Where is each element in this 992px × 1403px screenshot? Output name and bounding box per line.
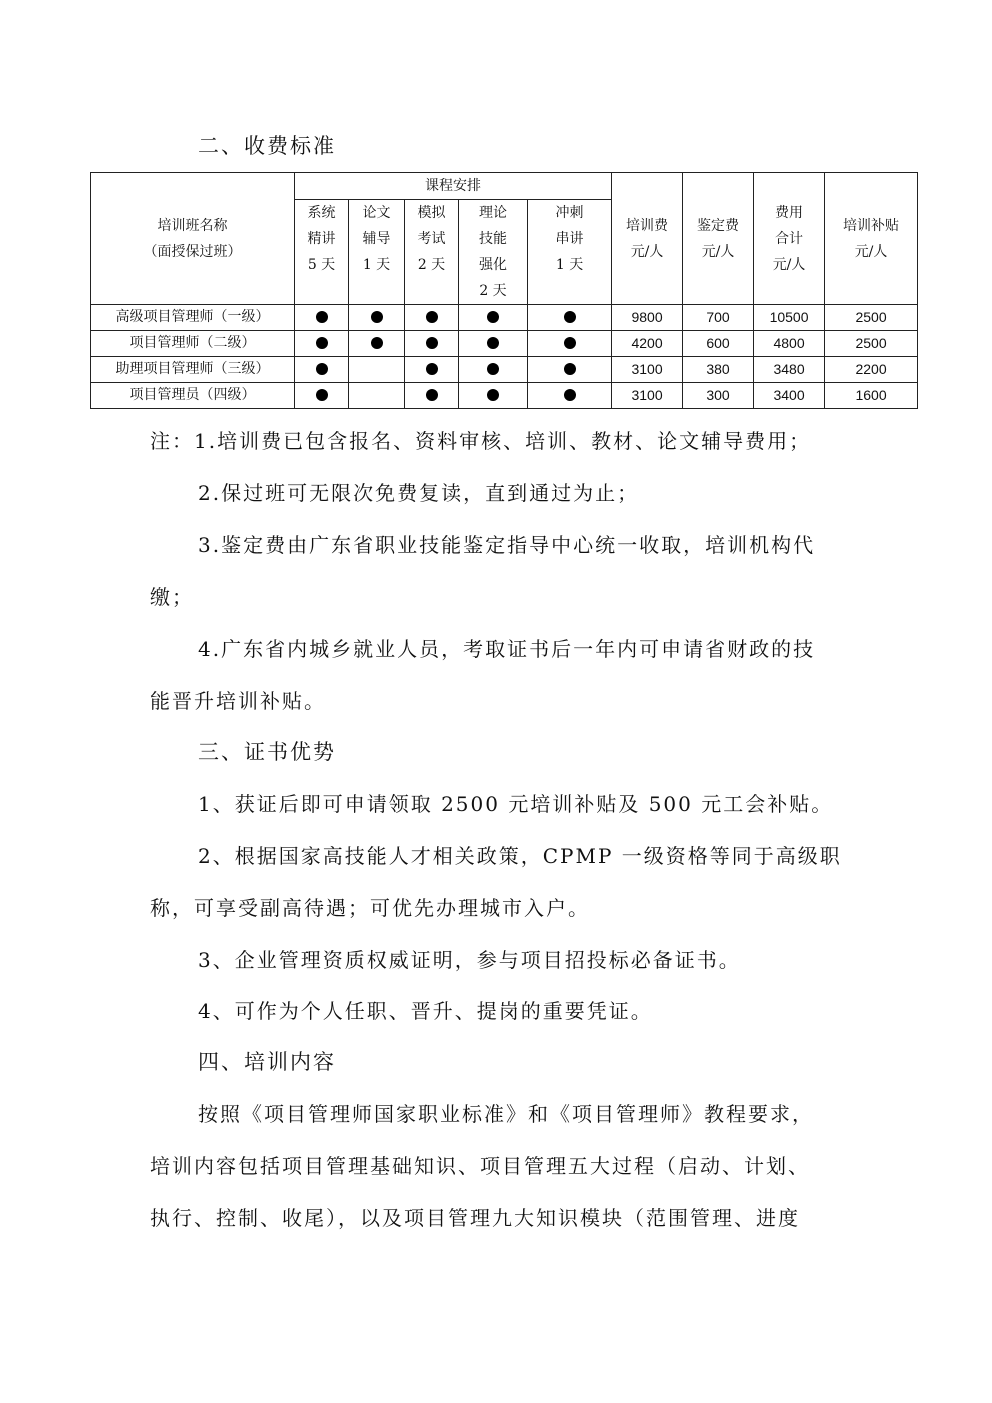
course-cell [528, 305, 612, 331]
section-heading-advantages: 三、证书优势 [198, 740, 336, 764]
subsidy-cell: 2500 [825, 331, 918, 357]
advantage-2-cont: 称，可享受副高待遇；可优先办理城市入户。 [150, 896, 590, 920]
course-cell [528, 331, 612, 357]
header-total-fee: 费用 合计 元/人 [754, 173, 825, 305]
included-dot-icon [371, 337, 383, 349]
header-course-thesis: 论文 辅导 1 天 [349, 200, 405, 305]
header-appraisal-fee: 鉴定费 元/人 [683, 173, 754, 305]
note-3: 3.鉴定费由广东省职业技能鉴定指导中心统一收取，培训机构代 [198, 533, 816, 557]
table-row [91, 357, 918, 383]
fee-table [90, 172, 918, 409]
included-dot-icon [371, 311, 383, 323]
content-line-3: 执行、控制、收尾），以及项目管理九大知识模块（范围管理、进度 [150, 1206, 800, 1230]
advantage-1: 1、获证后即可申请领取 2500 元培训补贴及 500 元工会补贴。 [198, 792, 834, 816]
course-cell [295, 331, 349, 357]
included-dot-icon [316, 389, 328, 401]
course-cell [349, 305, 405, 331]
course-cell [295, 357, 349, 383]
course-cell [405, 331, 459, 357]
header-class-name: 培训班名称 （面授保过班） [91, 173, 295, 305]
course-cell [295, 383, 349, 409]
appraisal-fee-cell: 700 [683, 305, 754, 331]
appraisal-fee-cell: 600 [683, 331, 754, 357]
total-fee-cell: 4800 [754, 331, 825, 357]
course-cell [295, 305, 349, 331]
header-course-systematic: 系统 精讲 5 天 [295, 200, 349, 305]
note-4-cont: 能晋升培训补贴。 [150, 689, 326, 713]
advantage-3: 3、企业管理资质权威证明，参与项目招投标必备证书。 [198, 948, 741, 972]
included-dot-icon [426, 311, 438, 323]
header-training-fee: 培训费 元/人 [612, 173, 683, 305]
note-1: 注：1.培训费已包含报名、资料审核、培训、教材、论文辅导费用； [150, 429, 812, 453]
training-fee-cell: 3100 [612, 383, 683, 409]
included-dot-icon [564, 311, 576, 323]
course-cell [405, 383, 459, 409]
total-fee-cell: 10500 [754, 305, 825, 331]
included-dot-icon [487, 363, 499, 375]
class-name-cell: 项目管理员（四级） [91, 383, 295, 409]
included-dot-icon [426, 389, 438, 401]
header-course-mock-exam: 模拟 考试 2 天 [405, 200, 459, 305]
course-cell [349, 331, 405, 357]
included-dot-icon [426, 363, 438, 375]
course-cell [528, 383, 612, 409]
included-dot-icon [316, 311, 328, 323]
header-subsidy: 培训补贴 元/人 [825, 173, 918, 305]
course-cell [405, 305, 459, 331]
content-line-1: 按照《项目管理师国家职业标准》和《项目管理师》教程要求， [198, 1102, 814, 1126]
included-dot-icon [487, 311, 499, 323]
included-dot-icon [564, 337, 576, 349]
content-line-2: 培训内容包括项目管理基础知识、项目管理五大过程（启动、计划、 [150, 1154, 810, 1178]
course-cell [405, 357, 459, 383]
section-heading-content: 四、培训内容 [198, 1050, 336, 1074]
class-name-cell: 项目管理师（二级） [91, 331, 295, 357]
course-cell [349, 357, 405, 383]
included-dot-icon [316, 363, 328, 375]
subsidy-cell: 2500 [825, 305, 918, 331]
included-dot-icon [564, 363, 576, 375]
note-4: 4.广东省内城乡就业人员，考取证书后一年内可申请省财政的技 [198, 637, 816, 661]
included-dot-icon [487, 389, 499, 401]
course-cell [459, 383, 528, 409]
table-row [91, 331, 918, 357]
table-row [91, 383, 918, 409]
training-fee-cell: 3100 [612, 357, 683, 383]
note-3-cont: 缴； [150, 585, 194, 609]
course-cell [459, 305, 528, 331]
appraisal-fee-cell: 300 [683, 383, 754, 409]
course-cell [349, 383, 405, 409]
header-course-theory: 理论 技能 强化 2 天 [459, 200, 528, 305]
subsidy-cell: 2200 [825, 357, 918, 383]
course-cell [528, 357, 612, 383]
class-name-cell: 助理项目管理师（三级） [91, 357, 295, 383]
class-name-cell: 高级项目管理师（一级） [91, 305, 295, 331]
note-2: 2.保过班可无限次免费复读，直到通过为止； [198, 481, 640, 505]
advantage-4: 4、可作为个人任职、晋升、提岗的重要凭证。 [198, 999, 653, 1023]
course-cell [459, 331, 528, 357]
course-cell [459, 357, 528, 383]
included-dot-icon [426, 337, 438, 349]
total-fee-cell: 3480 [754, 357, 825, 383]
header-course-schedule: 课程安排 [295, 173, 612, 200]
included-dot-icon [487, 337, 499, 349]
included-dot-icon [316, 337, 328, 349]
appraisal-fee-cell: 380 [683, 357, 754, 383]
table-row [91, 305, 918, 331]
section-heading-fees: 二、收费标准 [198, 134, 336, 158]
header-course-sprint: 冲刺 串讲 1 天 [528, 200, 612, 305]
advantage-2: 2、根据国家高技能人才相关政策，CPMP 一级资格等同于高级职 [198, 844, 842, 868]
included-dot-icon [564, 389, 576, 401]
training-fee-cell: 9800 [612, 305, 683, 331]
total-fee-cell: 3400 [754, 383, 825, 409]
subsidy-cell: 1600 [825, 383, 918, 409]
training-fee-cell: 4200 [612, 331, 683, 357]
